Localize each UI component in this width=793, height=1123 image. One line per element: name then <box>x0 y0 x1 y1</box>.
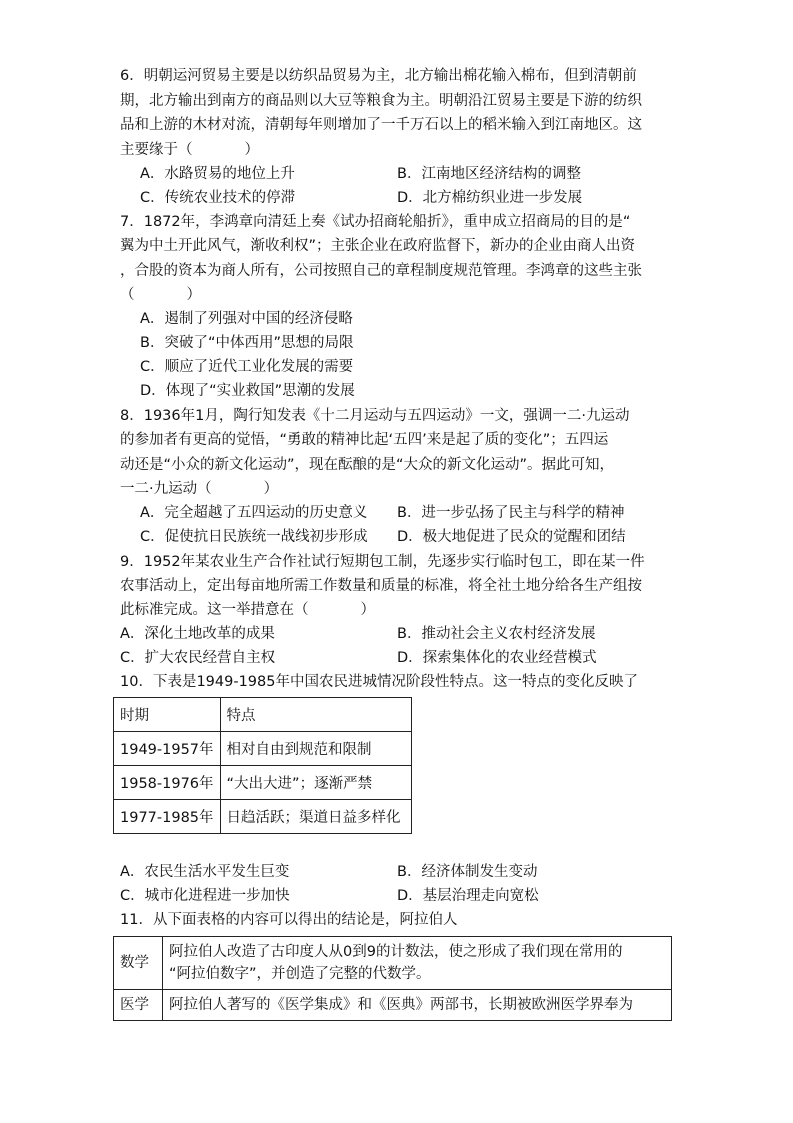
question-6-line-1: 6．明朝运河贸易主要是以纺织品贸易为主，北方输出棉花输入棉布，但到清朝前 <box>120 68 637 84</box>
question-10-option-a: A．农民生活水平发生巨变 <box>120 864 290 880</box>
question-10-stem: 10．下表是1949-1985年中国农民进城情况阶段性特点。这一特点的变化反映了 <box>120 674 638 690</box>
question-6-option-a: A．水路贸易的地位上升 <box>140 166 295 182</box>
question-6-option-b: B．江南地区经济结构的调整 <box>397 166 581 182</box>
question-10-option-d: D．基层治理走向宽松 <box>397 888 539 904</box>
question-8-option-c: C．促使抗日民族统一战线初步形成 <box>140 529 368 545</box>
question-9-line-3 <box>120 600 375 620</box>
table-header-cell: 时期 <box>114 698 221 732</box>
table-cell-period: 1949-1957年 <box>114 732 221 766</box>
answer-blank-close: ） <box>263 481 279 497</box>
question-6-stem-end: 主要缘于（ <box>120 142 193 158</box>
question-9-option-c: C．扩大农民经营自主权 <box>120 650 276 666</box>
table-cell-content <box>163 990 672 1021</box>
table-cell-feature: 日趋活跃；渠道日益多样化 <box>220 800 411 834</box>
table-row <box>114 990 672 1021</box>
question-11-stem: 11．从下面表格的内容可以得出的结论是，阿拉伯人 <box>120 912 458 928</box>
question-10-option-b: B．经济体制发生变动 <box>397 864 538 880</box>
table-cell-field: 医学 <box>114 990 163 1021</box>
question-8-option-d: D．极大地促进了民众的觉醒和团结 <box>397 529 626 545</box>
table-row <box>114 732 412 766</box>
table-row <box>114 766 412 800</box>
question-8-stem-end: 一二·九运动（ <box>120 481 212 497</box>
question-7-line-3: ，合股的资本为商人所有，公司按照自己的章程制度规范管理。李鸿章的这些主张 <box>120 263 642 279</box>
question-9-stem-end: 此标准完成。这一举措意在（ <box>120 602 309 618</box>
question-7-option-d: D．体现了“实业救国”思潮的发展 <box>140 383 355 399</box>
question-9-line-1: 9．1952年某农业生产合作社试行短期包工制，先逐步实行临时包工，即在某一件 <box>120 554 645 570</box>
question-6-option-c: C．传统农业技术的停滞 <box>140 190 296 206</box>
question-6-line-2: 期，北方输出到南方的商品则以大豆等粮食为主。明朝沿江贸易主要是下游的纺织 <box>120 93 642 109</box>
question-9-line-2: 农事活动上，定出每亩地所需工作数量和质量的标准，将全社土地分给各生产组按 <box>120 578 642 594</box>
question-9-option-a: A．深化土地改革的成果 <box>120 626 275 642</box>
question-7-stem-end: （ <box>120 287 135 303</box>
table-cell-period: 1958-1976年 <box>114 766 221 800</box>
question-7-option-c: C．顺应了近代工业化发展的需要 <box>140 359 354 375</box>
question-9-option-b: B．推动社会主义农村经济发展 <box>397 626 596 642</box>
content-line: 阿拉伯人改造了古印度人从0到9的计数法，使之形成了我们现在常用的 <box>169 944 623 960</box>
question-6-line-4 <box>120 140 259 160</box>
question-7-line-4 <box>120 285 201 305</box>
answer-blank-close: ） <box>244 142 259 158</box>
question-7-line-2: 翼为中土开此风气，渐收利权”；主张企业在政府监督下，新办的企业由商人出资 <box>120 238 636 254</box>
table-row <box>114 800 412 834</box>
arab-contributions-table <box>113 936 672 1021</box>
question-9-option-d: D．探索集体化的农业经营模式 <box>397 650 597 666</box>
table-cell-field: 数学 <box>114 937 163 990</box>
question-8-line-3: 动还是“小众的新文化运动”，现在酝酿的是“大众的新文化运动”。据此可知， <box>120 457 615 473</box>
question-8-option-b: B．进一步弘扬了民主与科学的精神 <box>397 505 625 521</box>
table-header-row <box>114 698 412 732</box>
question-6-line-3: 品和上游的木材对流，清朝每年则增加了一千万石以上的稻米输入到江南地区。这 <box>120 117 642 133</box>
table-cell-feature: “大出大进”；逐渐严禁 <box>220 766 411 800</box>
question-10-option-c: C．城市化进程进一步加快 <box>120 888 290 904</box>
question-7-line-1: 7．1872年，李鸿章向清廷上奏《试办招商轮船折》，重申成立招商局的目的是“ <box>120 214 631 230</box>
content-line: 阿拉伯人著写的《医学集成》和《医典》两部书，长期被欧洲医学界奉为 <box>169 997 633 1013</box>
question-8-line-1: 8．1936年1月，陶行知发表《十二月运动与五四运动》一文，强调一二·九运动 <box>120 408 630 424</box>
table-row <box>114 937 672 990</box>
period-table <box>113 697 412 834</box>
question-7-option-a: A．遏制了列强对中国的经济侵略 <box>140 311 353 327</box>
question-6-option-d: D．北方棉纺织业进一步发展 <box>397 190 583 206</box>
table-cell-content <box>163 937 672 990</box>
answer-blank-close: ） <box>360 602 375 618</box>
table-cell-feature: 相对自由到规范和限制 <box>220 732 411 766</box>
question-8-line-4 <box>120 479 278 499</box>
question-8-option-a: A．完全超越了五四运动的历史意义 <box>140 505 368 521</box>
question-8-line-2: 的参加者有更高的觉悟，“勇敢的精神比起‘五四’来是起了质的变化”；五四运 <box>120 432 609 448</box>
content-line: “阿拉伯数字”，并创造了完整的代数学。 <box>169 966 431 982</box>
table-cell-period: 1977-1985年 <box>114 800 221 834</box>
table-header-cell: 特点 <box>220 698 411 732</box>
answer-blank-close: ） <box>186 287 201 303</box>
question-7-option-b: B．突破了“中体西用”思想的局限 <box>140 335 354 351</box>
